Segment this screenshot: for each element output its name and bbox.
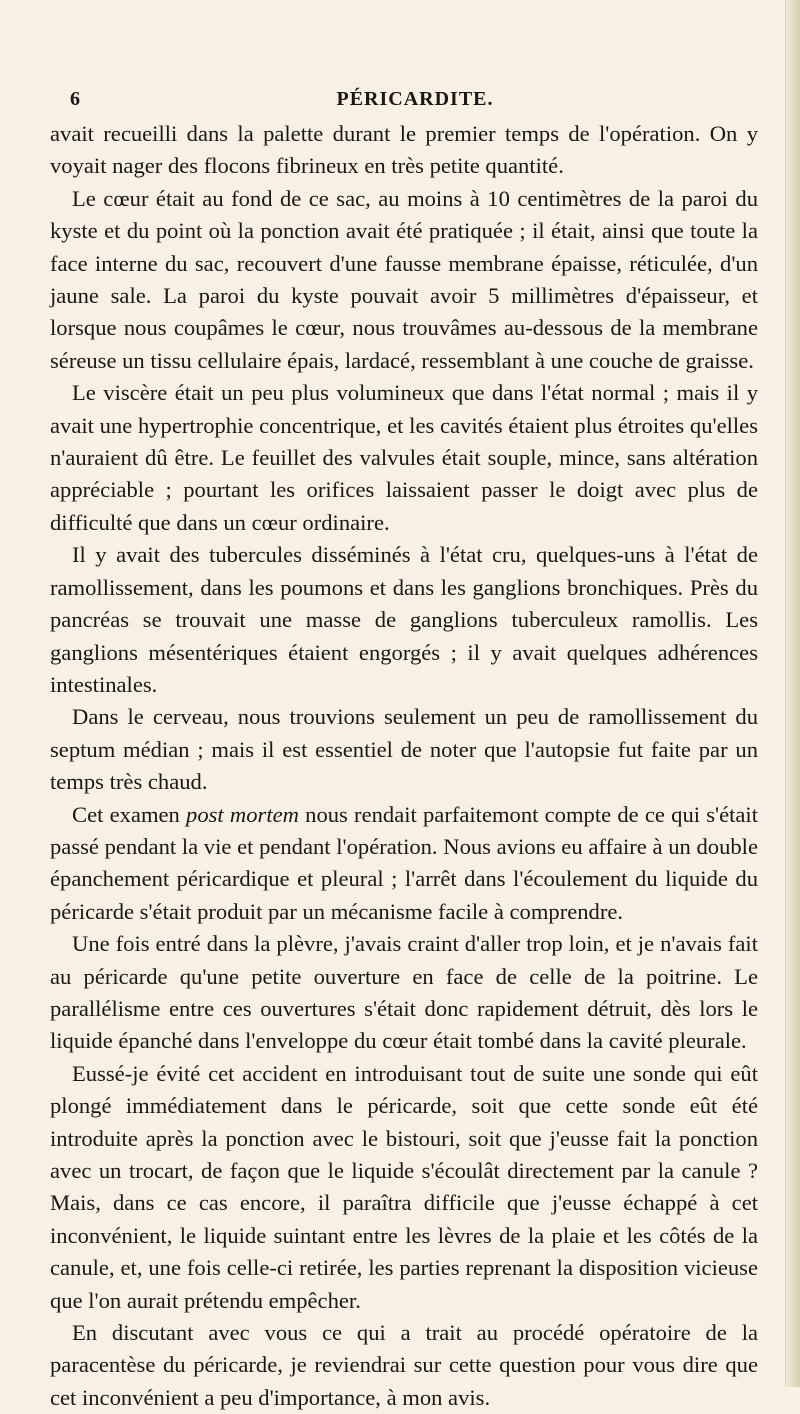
paragraph-6 bbox=[50, 799, 758, 929]
paragraph-6-start: Cet examen bbox=[72, 801, 187, 827]
page-edge bbox=[785, 0, 800, 1387]
post-mortem-emphasis: post mortem bbox=[186, 801, 299, 827]
page-header bbox=[70, 88, 760, 118]
body-text bbox=[50, 118, 758, 1414]
running-title: PÉRICARDITE. bbox=[336, 88, 494, 110]
paragraph-7: Une fois entré dans la plèvre, j'avais craint d'aller trop loin, et je n'avais fait au péricarde qu'une petite ouverture en face de celle de la poitrine. Le parallélisme entre ces ouvertures s'était donc rapidement détruit, dès lors le liquide épanché dans l'enveloppe du cœur était tombé dans la cavité pleurale. bbox=[50, 931, 758, 1054]
paragraph-4: Il y avait des tubercules disséminés à l'état cru, quelques-uns à l'état de ramollissement, dans les poumons et dans les ganglions bronchiques. Près du pancréas se trouvait une masse de ganglions tuberculeux ramollis. Les ganglions mésentériques étaient engorgés ; il y avait quelques adhérences intestinales. bbox=[50, 542, 758, 697]
paragraph-9: En discutant avec vous ce qui a trait au procédé opératoire de la paracentèse du péricarde, je reviendrai sur cette question pour vous dire que cet inconvénient a peu d'importance, à mon avis. bbox=[50, 1320, 758, 1410]
paragraph-8: Eussé-je évité cet accident en introduisant tout de suite une sonde qui eût plongé immédiatement dans le péricarde, soit que cette sonde eût été introduite après la ponction avec le bistouri, soit que j'eusse fait la ponction avec un trocart, de façon que le liquide s'écoulât directement par la canule ? Mais, dans ce cas encore, il paraîtra difficile que j'eusse échappé à cet inconvénient, le liquide suintant entre les lèvres de la plaie et les côtés de la canule, et, une fois celle-ci retirée, les parties reprenant la disposition vicieuse que l'on aurait prétendu empêcher. bbox=[50, 1060, 758, 1313]
paragraph-5: Dans le cerveau, nous trouvions seulement un peu de ramollissement du septum médian ; mais il est essentiel de noter que l'autopsie fut faite par un temps très chaud. bbox=[50, 704, 758, 795]
paragraph-3: Le viscère était un peu plus volumineux que dans l'état normal ; mais il y avait une hypertrophie concentrique, et les cavités étaient plus étroites qu'elles n'auraient dû être. Le feuillet des valvules était souple, mince, sans altération appréciable ; pourtant les orifices laissaient passer le doigt avec plus de difficulté que dans un cœur ordinaire. bbox=[50, 380, 758, 535]
paragraph-2: Le cœur était au fond de ce sac, au moins à 10 centimètres de la paroi du kyste et du point où la ponction avait été pratiquée ; il était, ainsi que toute la face interne du sac, recouvert d'une fausse membrane épaisse, réticulée, d'un jaune sale. La paroi du kyste pouvait avoir 5 millimètres d'épaisseur, et lorsque nous coupâmes le cœur, nous trouvâmes au-dessous de la membrane séreuse un tissu cellulaire épais, lardacé, ressemblant à une couche de graisse. bbox=[50, 185, 758, 373]
page-number: 6 bbox=[70, 88, 80, 110]
paragraph-6-rest: nous rendait parfaitemont compte de ce qui s'était passé pendant la vie et pendant l'opération. Nous avions eu affaire à un double épanchement péricardique et pleural ; l'arrêt dans l'écoulement du liquide du péricarde s'était produit par un mécanisme facile à comprendre. bbox=[50, 801, 758, 924]
paragraph-1: avait recueilli dans la palette durant le premier temps de l'opération. On y voyait nager des flocons fibrineux en très petite quantité. bbox=[50, 121, 758, 179]
